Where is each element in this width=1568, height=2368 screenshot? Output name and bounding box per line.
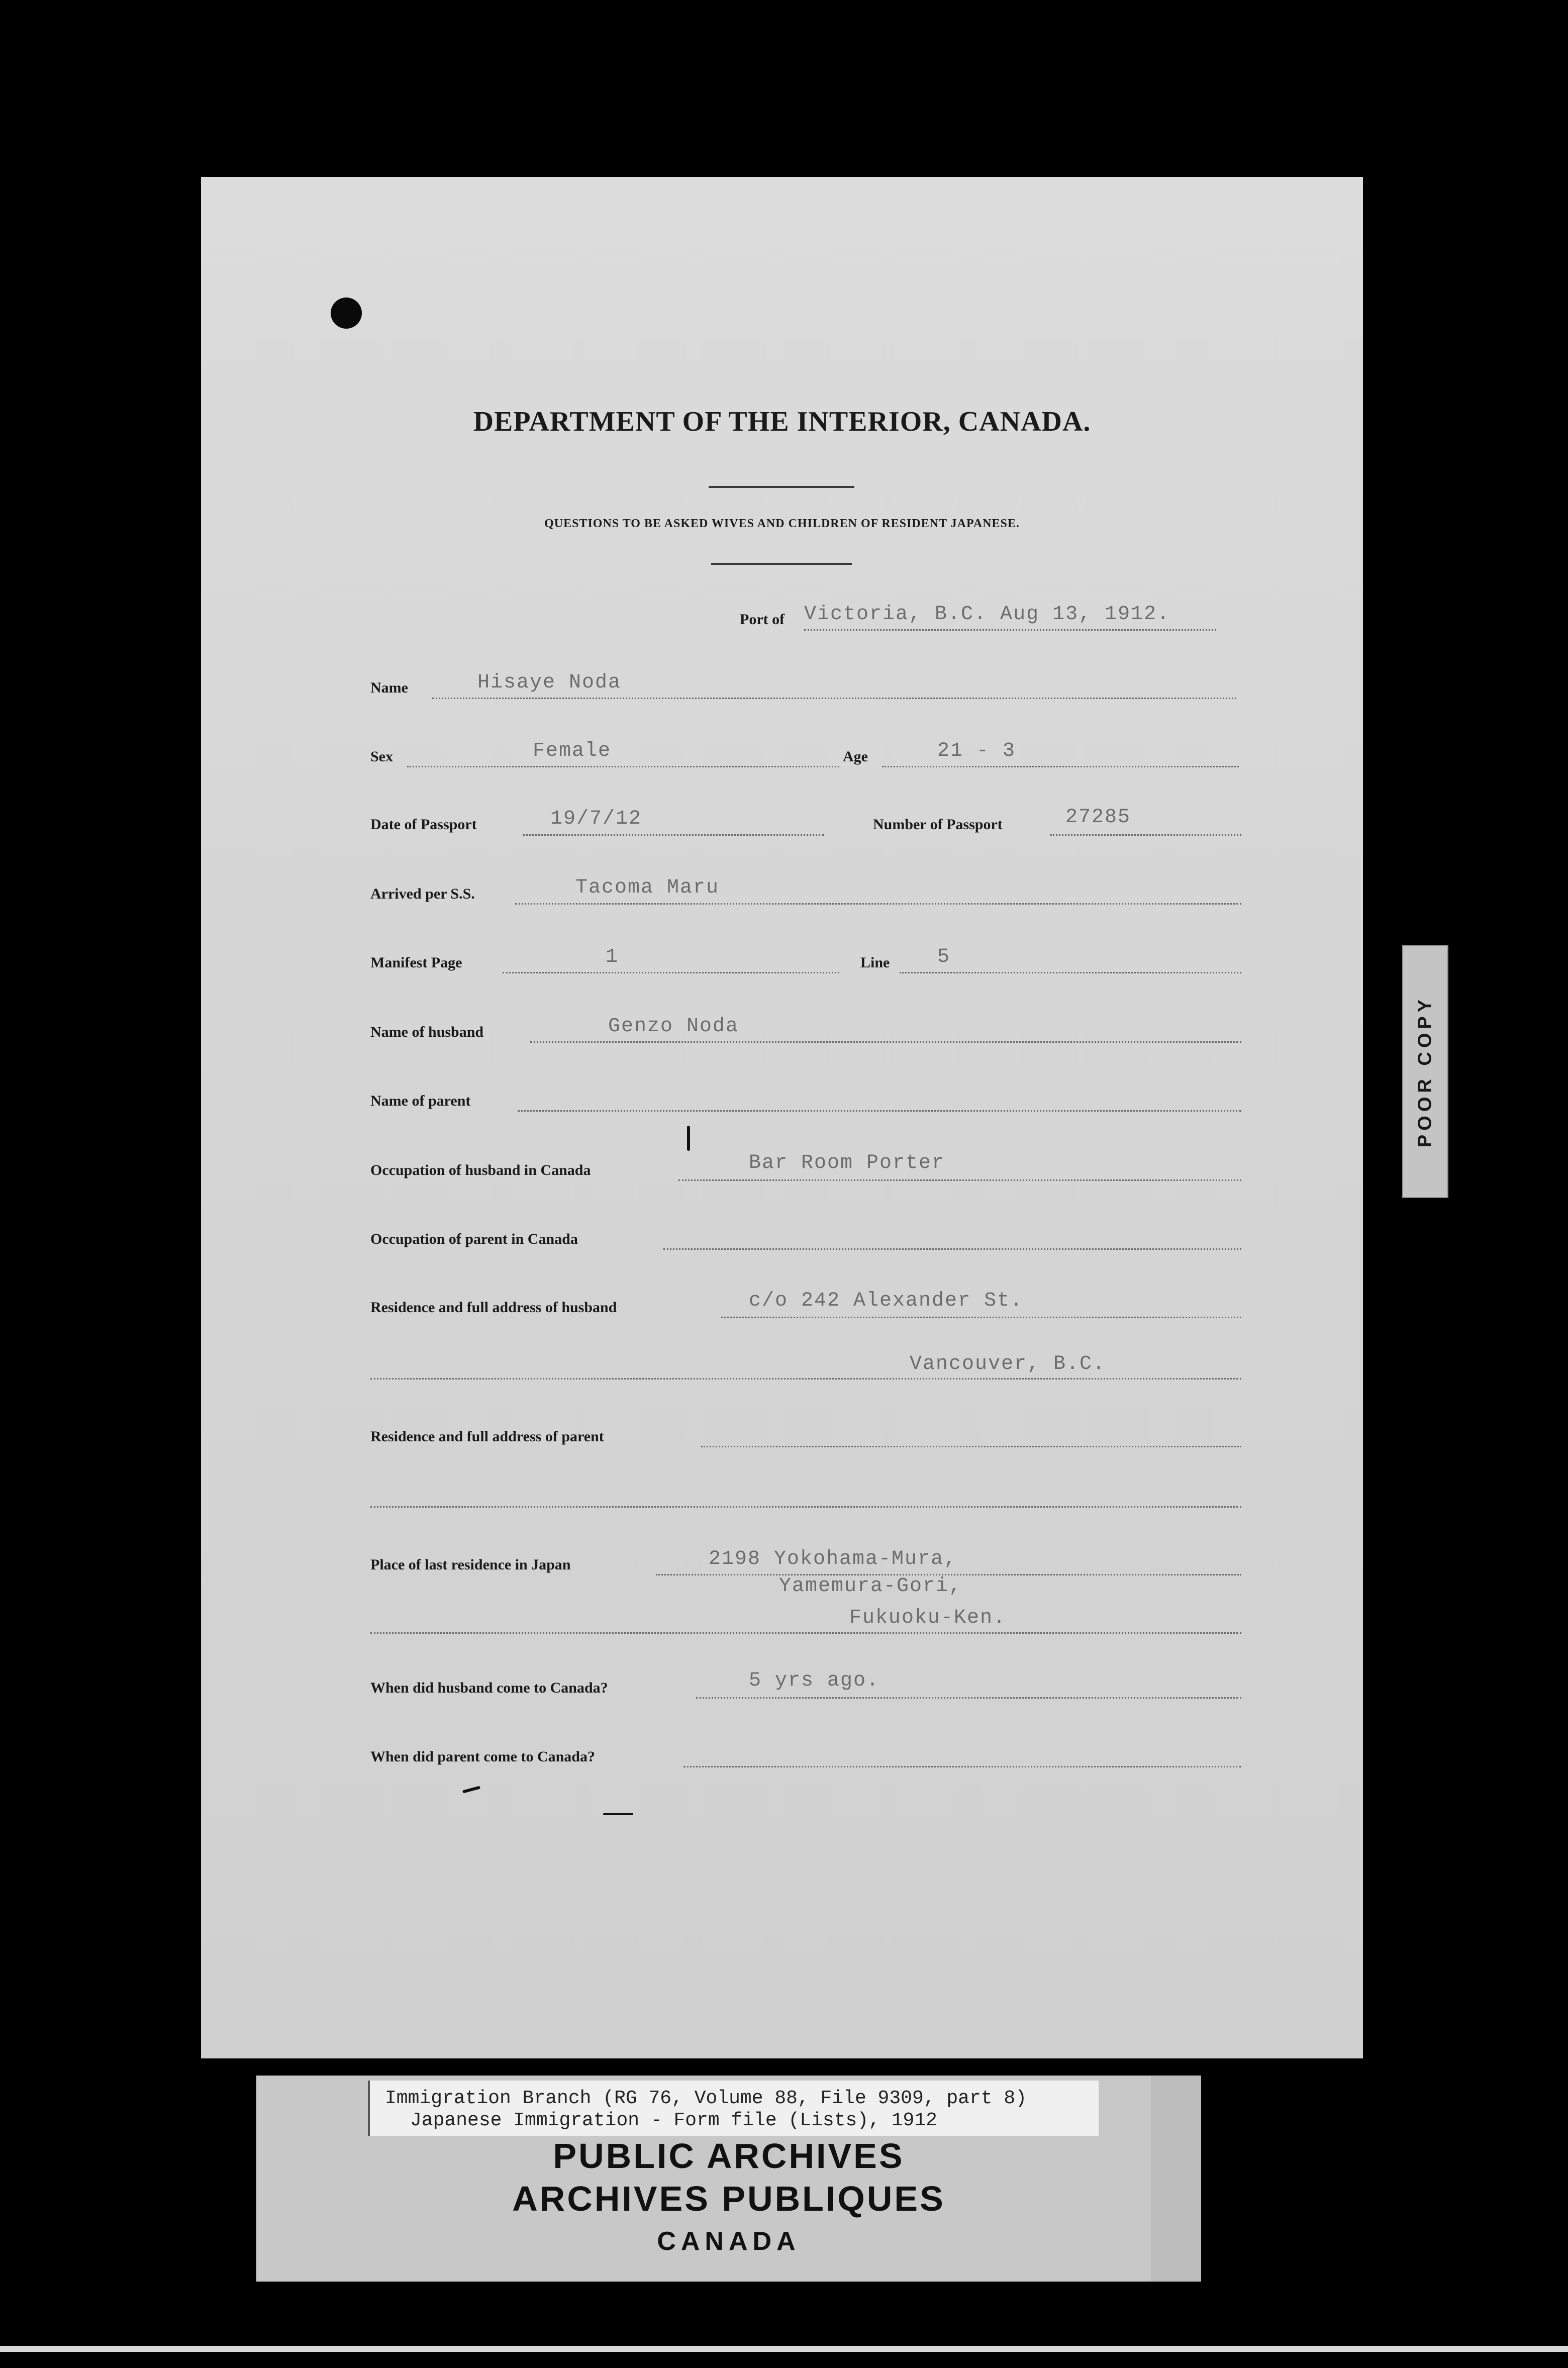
husband-name-value: Genzo Noda bbox=[608, 1015, 739, 1038]
parent-address-line1-rule bbox=[701, 1446, 1241, 1447]
arrived-value: Tacoma Maru bbox=[575, 876, 720, 899]
ink-arrow-mark bbox=[603, 1813, 633, 1815]
parent-address-line2-rule bbox=[370, 1506, 1241, 1508]
date-passport-line bbox=[523, 834, 824, 836]
husband-address-line2: Vancouver, B.C. bbox=[910, 1353, 1106, 1375]
name-label: Name bbox=[370, 679, 408, 696]
name-value: Hisaye Noda bbox=[477, 671, 622, 694]
husband-address-label: Residence and full address of husband bbox=[370, 1299, 617, 1316]
parent-came-line bbox=[683, 1766, 1241, 1767]
husband-address-line1: c/o 242 Alexander St. bbox=[749, 1290, 1024, 1312]
line-line bbox=[900, 972, 1241, 973]
husband-came-value: 5 yrs ago. bbox=[749, 1669, 880, 1692]
poor-copy-stamp bbox=[1402, 945, 1448, 1198]
ink-dash-mark bbox=[462, 1786, 480, 1793]
husband-occupation-value: Bar Room Porter bbox=[749, 1152, 945, 1174]
manifest-line bbox=[503, 972, 839, 973]
date-passport-label: Date of Passport bbox=[370, 816, 477, 833]
age-label: Age bbox=[843, 748, 868, 765]
last-residence-line2-rule bbox=[370, 1632, 1241, 1634]
line-value: 5 bbox=[937, 946, 951, 968]
last-residence-label: Place of last residence in Japan bbox=[370, 1556, 571, 1573]
number-passport-value: 27285 bbox=[1065, 806, 1131, 829]
port-label: Port of bbox=[740, 611, 785, 628]
age-line bbox=[882, 766, 1239, 767]
parent-came-label: When did parent come to Canada? bbox=[370, 1748, 595, 1765]
line-label: Line bbox=[860, 954, 890, 971]
archive-title-country: CANADA bbox=[657, 2227, 801, 2256]
archive-reference-label bbox=[368, 2081, 1099, 2136]
port-line bbox=[804, 629, 1216, 631]
arrived-line bbox=[515, 903, 1241, 905]
date-passport-value: 19/7/12 bbox=[550, 808, 642, 830]
husband-came-line bbox=[696, 1697, 1241, 1699]
husband-name-line bbox=[530, 1041, 1241, 1043]
archive-reference-line2: Japanese Immigration - Form file (Lists), 1912 bbox=[410, 2110, 937, 2131]
manifest-label: Manifest Page bbox=[370, 954, 462, 971]
archive-title-french: ARCHIVES PUBLIQUES bbox=[512, 2179, 945, 2218]
heading-rule-top bbox=[709, 486, 854, 488]
number-passport-label: Number of Passport bbox=[873, 816, 1003, 833]
port-value: Victoria, B.C. Aug 13, 1912. bbox=[804, 603, 1170, 626]
archive-label-card bbox=[256, 2076, 1201, 2282]
sex-line bbox=[407, 766, 839, 767]
age-value: 21 - 3 bbox=[937, 740, 1016, 762]
husband-address-line2-rule bbox=[370, 1378, 1241, 1379]
form-page bbox=[201, 177, 1363, 2058]
poor-copy-text: POOR COPY bbox=[1414, 995, 1436, 1148]
form-subheading: QUESTIONS TO BE ASKED WIVES AND CHILDREN OF RESIDENT JAPANESE. bbox=[544, 517, 1020, 530]
last-residence-line1: 2198 Yokohama-Mura, bbox=[709, 1548, 957, 1570]
parent-address-label: Residence and full address of parent bbox=[370, 1428, 604, 1445]
husband-occupation-line bbox=[678, 1179, 1241, 1181]
name-line bbox=[432, 698, 1236, 699]
husband-occupation-label: Occupation of husband in Canada bbox=[370, 1162, 591, 1178]
manifest-value: 1 bbox=[606, 946, 619, 968]
parent-occupation-line bbox=[663, 1248, 1241, 1250]
form-heading: DEPARTMENT OF THE INTERIOR, CANADA. bbox=[473, 406, 1091, 437]
archive-title-english: PUBLIC ARCHIVES bbox=[553, 2136, 905, 2176]
husband-address-line1-rule bbox=[721, 1317, 1241, 1318]
parent-name-line bbox=[518, 1110, 1241, 1112]
husband-came-label: When did husband come to Canada? bbox=[370, 1680, 608, 1696]
sex-label: Sex bbox=[370, 748, 393, 765]
last-residence-line3: Fukuoku-Ken. bbox=[849, 1607, 1007, 1629]
sex-value: Female bbox=[533, 740, 612, 762]
number-passport-line bbox=[1050, 834, 1241, 836]
husband-name-label: Name of husband bbox=[370, 1024, 484, 1040]
arrived-label: Arrived per S.S. bbox=[370, 885, 475, 902]
film-edge-strip bbox=[0, 2346, 1568, 2352]
parent-name-label: Name of parent bbox=[370, 1093, 471, 1109]
last-residence-line2: Yamemura-Gori, bbox=[779, 1575, 962, 1598]
parent-occupation-label: Occupation of parent in Canada bbox=[370, 1231, 578, 1247]
archive-reference-line1: Immigration Branch (RG 76, Volume 88, File 9309, part 8) bbox=[385, 2088, 1027, 2109]
ink-tick-mark bbox=[687, 1126, 690, 1151]
punch-hole bbox=[331, 298, 362, 329]
heading-rule-bottom bbox=[711, 563, 852, 565]
